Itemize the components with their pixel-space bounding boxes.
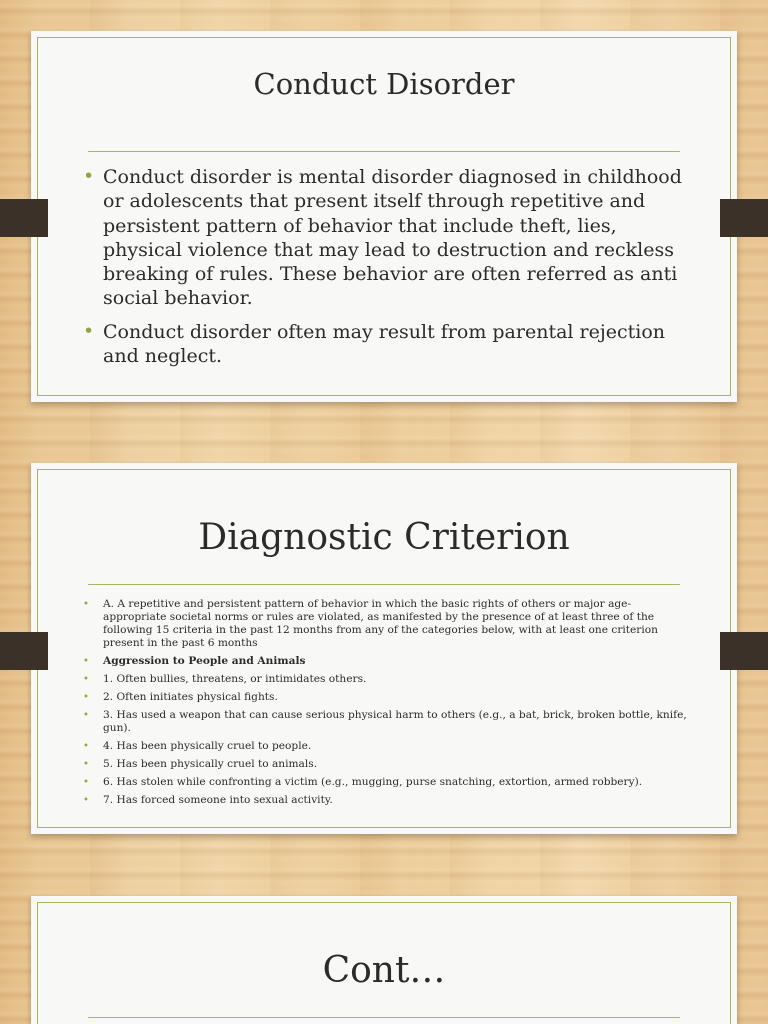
bullet-list — [83, 165, 683, 377]
list-item — [83, 794, 688, 807]
binder-tab-right — [720, 199, 768, 237]
bullet-icon: • — [83, 656, 89, 667]
slide-title: Cont… — [322, 950, 446, 991]
bullet-text: 1. Often bullies, threatens, or intimidates others. — [103, 673, 367, 685]
binder-tab-right — [720, 632, 768, 670]
bullet-icon: • — [83, 674, 89, 685]
bullet-text: Aggression to People and Animals — [103, 655, 306, 667]
bullet-icon: • — [83, 710, 89, 721]
bullet-text: 2. Often initiates physical fights. — [103, 691, 278, 703]
list-item — [83, 758, 688, 771]
bullet-icon: • — [83, 319, 95, 342]
bullet-icon: • — [83, 759, 89, 770]
title-divider — [88, 584, 680, 585]
slide-title: Diagnostic Criterion — [198, 517, 570, 558]
list-item — [83, 598, 688, 650]
binder-tab-left — [0, 199, 48, 237]
bullet-icon: • — [83, 165, 95, 187]
title-divider — [88, 151, 680, 152]
bullet-text: Conduct disorder is mental disorder diagnosed in childhood or adolescents that present itself through repetitive and persistent pattern of behavior that include theft, lies, physical violence that may lead to destruction and reckless breaking of rules. These behavior are often referred as anti social behavior. — [103, 166, 682, 310]
list-item — [83, 320, 683, 369]
bullet-icon: • — [83, 777, 89, 788]
binder-tab-left — [0, 632, 48, 670]
bullet-text: 3. Has used a weapon that can cause serious physical harm to others (e.g., a bat, brick, broken bottle, knife, gun). — [103, 709, 687, 734]
bullet-icon: • — [83, 599, 89, 610]
bullet-text: 4. Has been physically cruel to people. — [103, 740, 312, 752]
list-item — [83, 709, 688, 735]
list-item — [83, 165, 683, 311]
criteria-list — [83, 598, 688, 812]
slide-conduct-disorder — [31, 31, 737, 402]
list-item — [83, 673, 688, 686]
bullet-icon: • — [83, 741, 89, 752]
slide-diagnostic-criterion — [31, 463, 737, 834]
list-item — [83, 691, 688, 704]
bullet-text: 7. Has forced someone into sexual activity. — [103, 794, 333, 806]
slide-title: Conduct Disorder — [253, 67, 515, 101]
list-item — [83, 655, 688, 668]
slide-cont — [31, 896, 737, 1024]
bullet-icon: • — [83, 692, 89, 703]
title-divider — [88, 1017, 680, 1018]
list-item — [83, 776, 688, 789]
bullet-text: A. A repetitive and persistent pattern of behavior in which the basic rights of others or major age-appropriate societal norms or rules are violated, as manifested by the presence of at least three of the following 15 criteria in the past 12 months from any of the categories below, with at least one criterion present in the past 6 months — [103, 598, 658, 649]
list-item — [83, 740, 688, 753]
bullet-text: Conduct disorder often may result from parental rejection and neglect. — [103, 320, 666, 368]
bullet-text: 6. Has stolen while confronting a victim (e.g., mugging, purse snatching, extortion, armed robbery). — [103, 776, 643, 788]
bullet-icon: • — [83, 795, 89, 806]
bullet-text: 5. Has been physically cruel to animals. — [103, 758, 318, 770]
